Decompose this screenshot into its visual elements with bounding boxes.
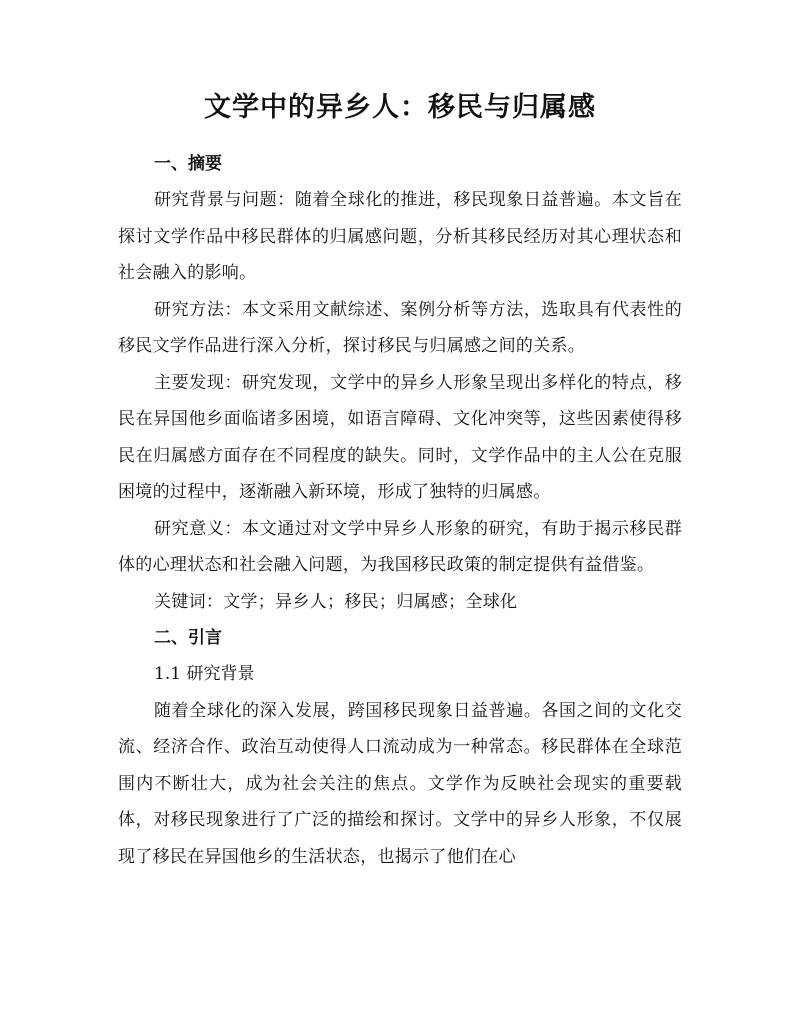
paragraph-findings: 主要发现：研究发现，文学中的异乡人形象呈现出多样化的特点，移民在异国他乡面临诸多困境，如语言障碍、文化冲突等，这些因素使得移民在归属感方面存在不同程度的缺失。同时，文学作品中的主人公在克服困境的过程中，逐渐融入新环境，形成了独特的归属感。 (118, 372, 682, 502)
subsection-heading-background: 1.1 研究背景 (154, 664, 255, 684)
paragraph-method: 研究方法：本文采用文献综述、案例分析等方法，选取具有代表性的移民文学作品进行深入分析，探讨移民与归属感之间的关系。 (118, 299, 682, 356)
section-heading-introduction: 二、引言 (154, 628, 222, 648)
paragraph-introduction: 随着全球化的深入发展，跨国移民现象日益普遍。各国之间的文化交流、经济合作、政治互动使得人口流动成为一种常态。移民群体在全球范围内不断壮大，成为社会关注的焦点。文学作为反映社会现实的重要载体，对移民现象进行了广泛的描绘和探讨。文学中的异乡人形象，不仅展现了移民在异国他乡的生活状态，也揭示了他们在心 (118, 700, 682, 867)
paragraph-background: 研究背景与问题：随着全球化的推进，移民现象日益普遍。本文旨在探讨文学作品中移民群体的归属感问题，分析其移民经历对其心理状态和社会融入的影响。 (118, 190, 682, 283)
document-page (118, 88, 682, 875)
paragraph-keywords: 关键词：文学；异乡人；移民；归属感；全球化 (154, 591, 518, 612)
paragraph-significance: 研究意义：本文通过对文学中异乡人形象的研究，有助于揭示移民群体的心理状态和社会融入问题，为我国移民政策的制定提供有益借鉴。 (118, 518, 682, 575)
document-title: 文学中的异乡人：移民与归属感 (204, 92, 596, 123)
section-heading-abstract: 一、摘要 (154, 154, 222, 174)
